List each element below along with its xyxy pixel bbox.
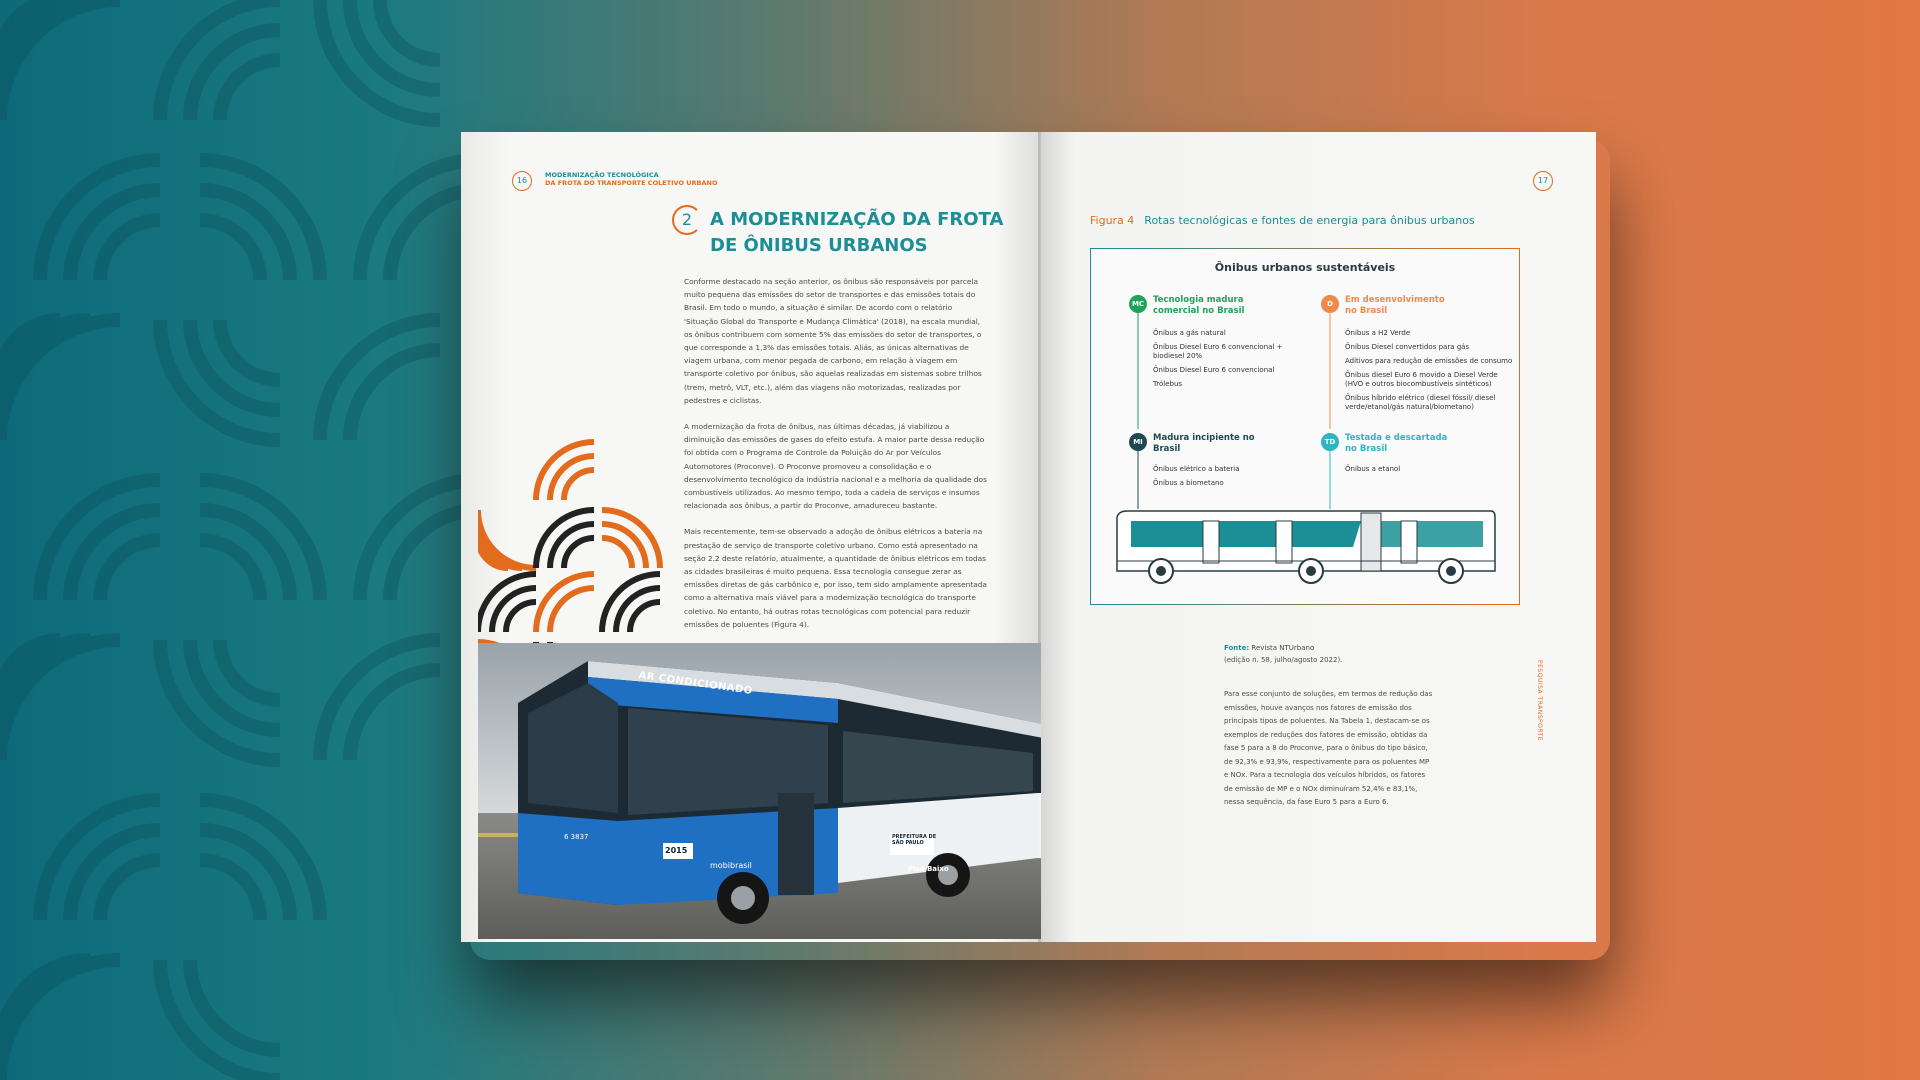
badge-mi: MI xyxy=(1129,433,1147,451)
chapter-title: A MODERNIZAÇÃO DA FROTA DE ÔNIBUS URBANOS xyxy=(710,209,1004,256)
left-page-number: 16 xyxy=(512,171,532,191)
category-items: Ônibus a gás natural Ônibus Diesel Euro 6 convencional + biodiesel 20% Ônibus Diesel Euro 6 convencional Trólebus xyxy=(1153,329,1283,388)
figure-box-title: Ônibus urbanos sustentáveis xyxy=(1214,261,1396,274)
category-title: Testada e descartada no Brasil xyxy=(1345,433,1448,454)
badge-mc: MC xyxy=(1129,295,1147,313)
category-items: Ônibus elétrico a bateria Ônibus a biometano xyxy=(1153,465,1240,487)
figure-source: Fonte: Revista NTUrbano (edição n. 58, julho/agosto 2022). xyxy=(1224,644,1343,664)
figure-caption: Figura 4 Rotas tecnológicas e fontes de energia para ônibus urbanos xyxy=(1090,214,1475,227)
badge-td: TD xyxy=(1321,433,1339,451)
category-title: Tecnologia madura comercial no Brasil xyxy=(1153,295,1245,316)
left-body-text xyxy=(684,275,988,644)
category-items: Ônibus a etanol xyxy=(1345,465,1401,473)
paragraph: Mais recentemente, tem-se observado a adoção de ônibus elétricos a bateria na prestação de serviço de transporte coletivo urbano. Como está apresentado na seção 2.2 deste relatório, atualmente, a quantidade de ônibus elétricos em todas as cidades brasileiras é muito pequena. Essa tecnologia consegue zerar as emissões diretas de gás carbônico e, por isso, tem sido amplamente apresentada como a alternativa mais viável para a modernização tecnológica do transporte coletivo. No entanto, há outras rotas tecnológicas com potencial para reduzir emissões de poluentes (Figura 4). xyxy=(684,527,987,629)
category-items: Ônibus a H2 Verde Ônibus Diesel convertidos para gás Aditivos para redução de emissões de consumo Ônibus diesel Euro 6 movido a Diesel Verde (HVO e outros biocombustíveis sintéticos) Ônibus híbrido elétrico (diesel fóssil/ diesel verde/etanol/gás natural/biometano) xyxy=(1345,329,1513,411)
running-head: MODERNIZAÇÃO TECNOLÓGICA DA FROTA DO TRANSPORTE COLETIVO URBANO xyxy=(545,171,718,187)
bus-code: 6 3837 xyxy=(564,833,589,841)
figure-box xyxy=(1090,248,1520,605)
right-page-number: 17 xyxy=(1533,171,1553,191)
category-title: Madura incipiente no Brasil xyxy=(1153,433,1255,454)
side-tag: PESQUISA TRANSPORTE xyxy=(1536,660,1543,742)
bus-fleet-number: 2015 xyxy=(665,846,688,855)
paragraph: A modernização da frota de ônibus, nas últimas décadas, já viabilizou a diminuição das emissões de gases do efeito estufa. A maior parte dessa redução foi obtida com o Programa de Controle da Poluição do Ar por Veículos Automotores (Proconve). O Proconve promoveu a consolidação e o desenvolvimento tecnológico da indústria nacional e a melhoria da qualidade dos combustíveis utilizados. Ao mesmo tempo, toda a cadeia de serviços e insumos relacionada aos ônibus, a partir do Proconve, amadureceu bastante. xyxy=(684,422,987,511)
paragraph: Conforme destacado na seção anterior, os ônibus são responsáveis por parcela muito pequena das emissões do setor de transportes e das emissões totais do Brasil. Em todo o mundo, a situação é similar. De acordo com o relatório 'Situação Global do Transporte e Mudança Climática' (2018), na escala mundial, os ônibus contribuem com somente 5% das emissões do setor de transportes, o que corresponde a 1,3% das emissões totais. Aliás, as únicas alternativas de viagem urbana, com menor pegada de carbono, em relação à viagem em transporte coletivo por ônibus, são aquelas realizadas em sistemas sobre trilhos (trem, metrô, VLT, etc.), além das viagens não motorizadas, realizadas por pedestres e ciclistas. xyxy=(684,277,982,405)
bus-floor-label: Piso Baixo xyxy=(908,865,949,873)
bus-brand: mobibrasil xyxy=(710,861,752,870)
bus-diagram xyxy=(1091,249,1519,604)
bus-destination-sign: AR CONDICIONADO xyxy=(637,670,754,697)
chapter-number: 2 xyxy=(672,205,702,235)
badge-d: D xyxy=(1321,295,1339,313)
category-title: Em desenvolvimento no Brasil xyxy=(1345,295,1445,316)
bus-city-logo: PREFEITURA DE SÃO PAULO xyxy=(892,834,937,846)
right-body-text: Para esse conjunto de soluções, em termos de redução das emissões, houve avanços nos fatores de emissão dos principais tipos de poluentes. Na Tabela 1, destacam-se os exemplos de reduções dos fatores de emissão, obtidas da fase 5 para a 8 do Proconve, para o ônibus do tipo básico, de 92,3% e 93,9%, respectivamente para os poluentes MP e NOx. Para a tecnologia dos veículos híbridos, os fatores de emissão de MP e o NOx diminuíram 52,4% e 83,1%, nessa sequência, da fase Euro 5 para a Euro 6. xyxy=(1224,690,1433,806)
